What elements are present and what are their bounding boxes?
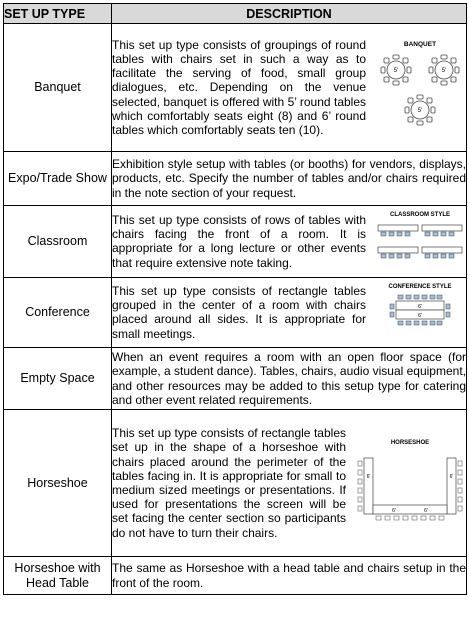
header-setup-type: SET UP TYPE	[4, 4, 112, 24]
description-text: This set up type consists of rectangle tables grouped in the center of a room with chairs placed around all sides. It is appropriate for small meetings.	[112, 284, 366, 341]
description-text: The same as Horseshoe with a head table and chairs setup in the front of the room.	[112, 557, 467, 595]
table-size-label: 5'	[441, 68, 447, 75]
table-size-label: 5'	[417, 108, 423, 115]
conference-diagram-title: CONFERENCE STYLE	[388, 283, 452, 290]
description-cell	[112, 278, 467, 348]
setup-type-cell: Horseshoe with Head Table	[4, 557, 112, 595]
setup-type-cell: Conference	[4, 278, 112, 348]
description-cell	[112, 24, 467, 152]
table-row	[4, 152, 467, 206]
horseshoe-diagram-title: HORSESHOE	[390, 440, 430, 447]
banquet-diagram-title: BANQUET	[403, 41, 437, 49]
table-size-label: 5'	[393, 68, 399, 75]
table-size-label: 6'	[449, 474, 454, 481]
table-row	[4, 557, 467, 595]
setup-type-cell: Banquet	[4, 24, 112, 152]
table-row	[4, 348, 467, 410]
classroom-diagram	[374, 209, 466, 274]
table-size-label: 6'	[417, 303, 423, 310]
table-row	[4, 206, 467, 278]
description-text: This set up type consists of groupings of round tables with chairs set in such a way as to facilitate the serving of food, small group dialogues, etc. Depending on the venue selected, banquet is offered with 5’ round tables which comfortably seats eight (8) and 6’ round tables which comfortably seats ten (10).	[112, 37, 366, 137]
setup-types-table	[3, 3, 467, 595]
table-row	[4, 278, 467, 348]
conference-diagram	[374, 281, 466, 344]
table-size-label: 6'	[417, 312, 423, 319]
description-cell	[112, 410, 467, 557]
horseshoe-diagram	[354, 436, 466, 529]
table-row	[4, 410, 467, 557]
description-text: This set up type consists of rows of tables with chairs facing the front of a room. It is appropriate for a long lecture or other events that require extensive note taking.	[112, 213, 366, 270]
table-size-label: 6'	[366, 474, 371, 481]
description-cell	[112, 206, 467, 278]
setup-type-cell: Horseshoe	[4, 410, 112, 557]
setup-type-cell: Classroom	[4, 206, 112, 278]
table-size-label: 6'	[424, 508, 428, 515]
table-header-row	[4, 4, 467, 24]
description-text: This set up type consists of rectangle tables set up in the shape of a horseshoe with chairs placed around the perimeter of the tables facing in. It is appropriate for small to medium sized meetings or presentations. If used for presentations the screen will be set facing the center section so participants do not have to turn their chairs.	[112, 426, 346, 540]
table-size-label: 6'	[392, 508, 396, 515]
banquet-diagram	[374, 38, 466, 136]
header-description: DESCRIPTION	[112, 4, 467, 24]
setup-type-cell: Empty Space	[4, 348, 112, 410]
description-text: When an event requires a room with an open floor space (for example, a student dance). Tables, chairs, audio visual equipment, and other resources may be added to this setup type for catering and other event related requirements.	[112, 348, 467, 410]
setup-type-cell: Expo/Trade Show	[4, 152, 112, 206]
classroom-diagram-title: CLASSROOM STYLE	[389, 211, 451, 218]
table-row	[4, 24, 467, 152]
description-text: Exhibition style setup with tables (or booths) for vendors, displays, products, etc. Specify the number of tables and/or chairs required in the note section of your request.	[112, 152, 467, 206]
